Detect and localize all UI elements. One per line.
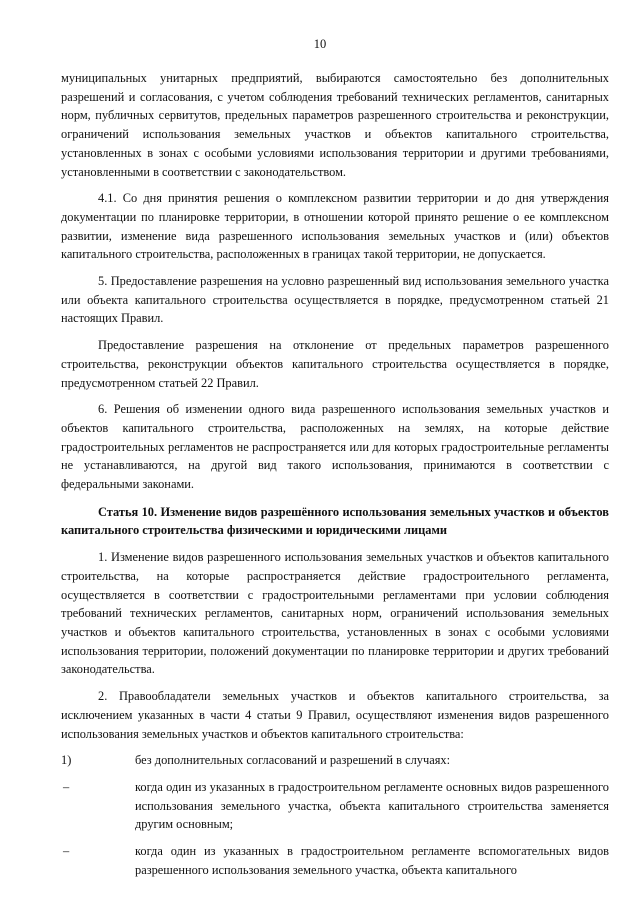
page-number: 10 bbox=[313, 37, 327, 51]
article-paragraph-2: 2. Правообладатели земельных участков и объектов капитального строительства, за исключением указанных в части 4 статьи 9 Правил, осуществляют изменения видов разрешенного использования земельных участков и объектов капитального строительства: bbox=[61, 689, 609, 741]
list-item-1-marker: 1) bbox=[61, 753, 72, 768]
dash-item-1-text: когда один из указанных в градостроительном регламенте основных видов разрешенного использования земельного участка, объекта капитального строительства заменяется другим основным; bbox=[135, 779, 609, 832]
list-item-1 bbox=[61, 751, 609, 770]
document-body bbox=[61, 69, 609, 879]
paragraph-continuation: муниципальных унитарных предприятий, выбираются самостоятельно без дополнительных разрешений и согласования, с учетом соблюдения требований технических регламентов, санитарных норм, публичных сервитутов, предельных параметров разрешенного строительства и реконструкции, ограничений использования земельных участков и объектов капитального строительства, установленных в зонах с особыми условиями использования территории и другими требованиями, установленными в соответствии с законодательством. bbox=[61, 71, 609, 179]
paragraph-5: 5. Предоставление разрешения на условно разрешенный вид использования земельного участка или объекта капитального строительства осуществляется в порядке, предусмотренном статьей 21 настоящих Правил. bbox=[61, 274, 609, 326]
dash-item-1 bbox=[61, 778, 609, 834]
dash-item-1-marker: – bbox=[63, 779, 70, 794]
list-item-1-text: без дополнительных согласований и разрешений в случаях: bbox=[135, 753, 451, 768]
dash-item-2-text: когда один из указанных в градостроительном регламенте вспомогательных видов разрешенного использования земельного участка, объекта капитального bbox=[135, 844, 609, 877]
dash-item-2 bbox=[61, 842, 609, 879]
article-heading: Статья 10. Изменение видов разрешённого использования земельных участков и объектов капитального строительства физическими и юридическими лицами bbox=[61, 504, 609, 538]
paragraph-4-1: 4.1. Со дня принятия решения о комплексном развитии территории и до дня утверждения документации по планировке территории, в отношении которой принято решение о ее комплексном развитии, изменение вида разрешенного использования земельных участков и (или) объектов капитального строительства, расположенных в границах такой территории, не допускается. bbox=[61, 191, 609, 262]
paragraph-6: 6. Решения об изменении одного вида разрешенного использования земельных участков и объектов капитального строительства, расположенных на землях, на которые действие градостроительных регламентов не распространяется или для которых градостроительные регламенты не устанавливаются, на другой вид такого использования, принимаются в соответствии с федеральными законами. bbox=[61, 402, 609, 492]
paragraph-5-second: Предоставление разрешения на отклонение от предельных параметров разрешенного строительства, реконструкции объектов капитального строительства осуществляется в порядке, предусмотренном статьей 22 Правил. bbox=[61, 338, 609, 390]
dash-item-2-marker: – bbox=[63, 844, 70, 859]
article-paragraph-1: 1. Изменение видов разрешенного использования земельных участков и объектов капитального строительства, на которые распространяется действие градостроительного регламента, осуществляется в соответствии с градостроительными регламентами при условии соблюдения требований технических регламентов, санитарных норм, ограничений использования земельных участков и объектов капитального строительства, установленных в зонах с особыми условиями использования территории, положений документации по планировке территории и других требований законодательства. bbox=[61, 550, 609, 677]
